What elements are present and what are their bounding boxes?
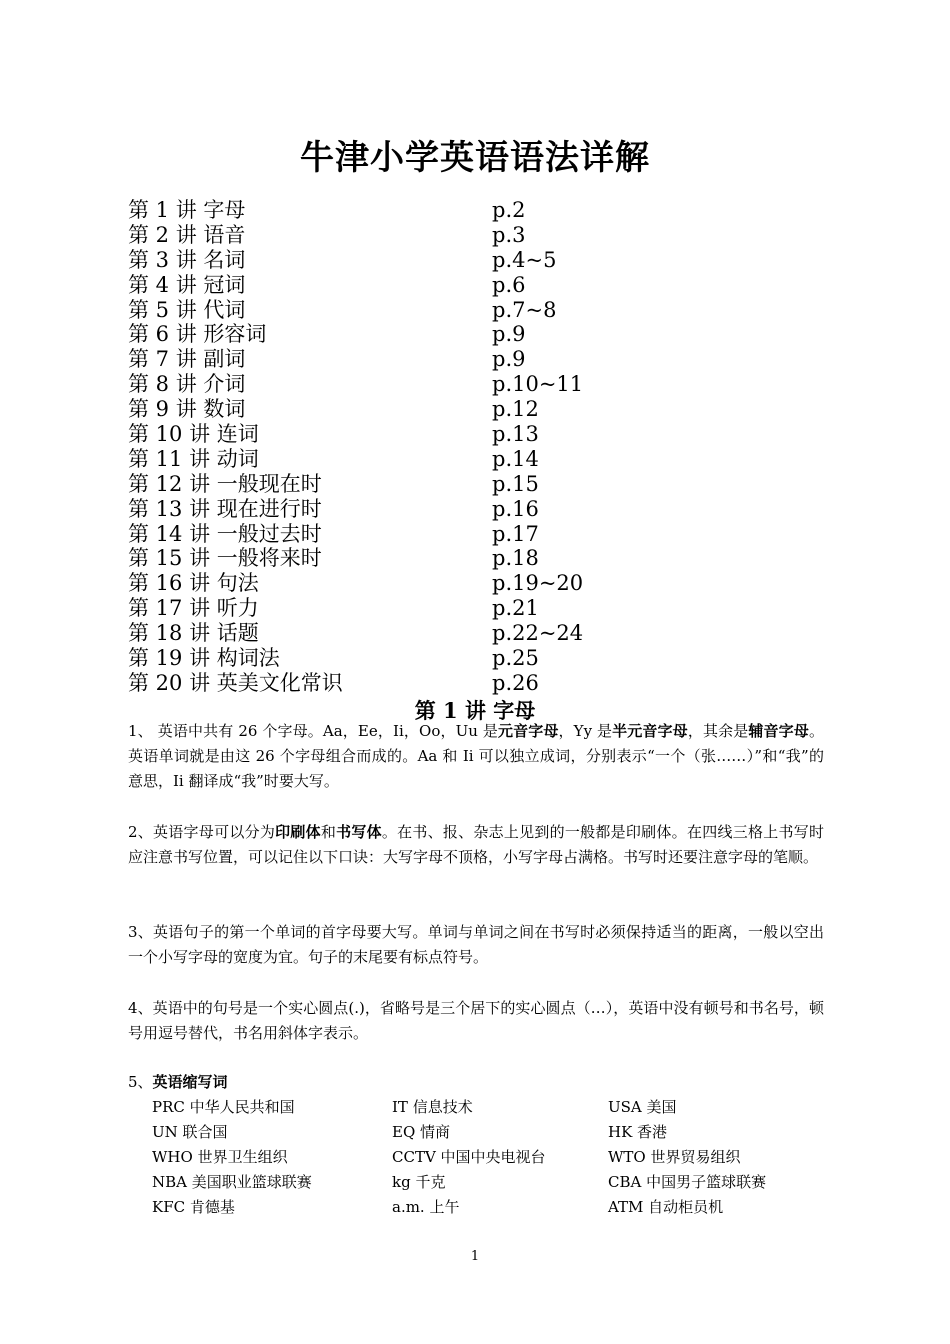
paragraph-text: ，其余是	[687, 722, 749, 740]
abbreviation-item: PRC 中华人民共和国	[152, 1098, 295, 1116]
abbreviation-item: WHO 世界卫生组织	[152, 1148, 288, 1166]
abbreviations-table	[152, 1095, 832, 1220]
toc-page: p.4~5	[492, 247, 557, 272]
toc-page: p.6	[492, 272, 526, 297]
toc-chapter: 第 3 讲 名词	[128, 247, 246, 272]
toc-chapter: 第 19 讲 构词法	[128, 646, 280, 671]
page-number: 1	[470, 1249, 480, 1264]
paragraph-4: 4、英语中的句号是一个实心圆点(.)，省略号是三个居下的实心圆点（…），英语中没有顿号和书名号，顿号用逗号替代，书名用斜体字表示。	[128, 999, 824, 1042]
abbreviation-item: USA 美国	[608, 1098, 677, 1116]
paragraph-text: 。英语单词就是由这 26 个字母组合而成的。Aa 和 Ii 可以独立成词，分别表示“一个（张……）”和“我”的意思，Ii 翻译成“我”时要大写。	[128, 722, 824, 790]
abbreviation-item: UN 联合国	[152, 1123, 228, 1141]
toc-page: p.18	[492, 546, 539, 571]
toc-row	[128, 273, 688, 298]
toc-chapter: 第 20 讲 英美文化常识	[128, 670, 343, 695]
toc-page: p.3	[492, 222, 526, 247]
toc-row	[128, 397, 688, 422]
toc-page: p.21	[492, 596, 539, 621]
abbreviation-item: KFC 肯德基	[152, 1198, 235, 1216]
toc-row	[128, 447, 688, 472]
toc-row	[128, 322, 688, 347]
abbreviation-item: kg 千克	[392, 1173, 446, 1191]
paragraph-text: 。在书、报、杂志上见到的一般都是印刷体。在四线三格上书写时应注意书写位置，可以记住以下口诀：大写字母不顶格，小写字母占满格。书写时还要注意字母的笔顺。	[128, 823, 824, 866]
toc-page: p.26	[492, 670, 539, 695]
abbreviation-item: a.m. 上午	[392, 1198, 460, 1216]
table-of-contents	[128, 198, 688, 696]
toc-row	[128, 621, 688, 646]
toc-chapter: 第 6 讲 形容词	[128, 322, 267, 347]
abbreviation-item: WTO 世界贸易组织	[608, 1148, 741, 1166]
toc-chapter: 第 8 讲 介词	[128, 372, 246, 397]
paragraph-text: 和	[320, 823, 337, 841]
abbreviations-heading: 英语缩写词	[152, 1073, 228, 1091]
toc-page: p.13	[492, 422, 539, 447]
toc-page: p.9	[492, 322, 526, 347]
toc-chapter: 第 18 讲 话题	[128, 621, 259, 646]
toc-row	[128, 596, 688, 621]
toc-page: p.14	[492, 446, 539, 471]
bold-term: 书写体	[336, 823, 382, 841]
toc-row	[128, 571, 688, 596]
toc-row	[128, 522, 688, 547]
abbreviation-row	[152, 1095, 832, 1120]
toc-chapter: 第 13 讲 现在进行时	[128, 496, 322, 521]
abbreviation-item: CCTV 中国中央电视台	[392, 1148, 546, 1166]
toc-page: p.16	[492, 496, 539, 521]
toc-page: p.15	[492, 471, 539, 496]
toc-row	[128, 422, 688, 447]
toc-page: p.25	[492, 646, 539, 671]
paragraph-1	[128, 719, 824, 794]
document-title: 牛津小学英语语法详解	[300, 138, 650, 178]
paragraph-text: ，Yy 是	[558, 722, 613, 740]
abbreviation-item: NBA 美国职业篮球联赛	[152, 1173, 312, 1191]
toc-chapter: 第 11 讲 动词	[128, 446, 259, 471]
abbreviation-item: ATM 自动柜员机	[608, 1198, 724, 1216]
paragraph-text: 2、英语字母可以分为	[128, 823, 276, 841]
bold-term: 辅音字母	[748, 722, 809, 740]
abbreviations-title	[128, 1070, 228, 1095]
toc-row	[128, 347, 688, 372]
toc-chapter: 第 15 讲 一般将来时	[128, 546, 322, 571]
bold-term: 半元音字母	[612, 722, 688, 740]
toc-page: p.17	[492, 521, 539, 546]
toc-page: p.7~8	[492, 297, 557, 322]
toc-page: p.19~20	[492, 571, 584, 596]
toc-chapter: 第 5 讲 代词	[128, 297, 246, 322]
toc-chapter: 第 12 讲 一般现在时	[128, 471, 322, 496]
paragraph-2	[128, 820, 824, 870]
toc-chapter: 第 7 讲 副词	[128, 347, 246, 372]
toc-chapter: 第 1 讲 字母	[128, 198, 246, 222]
paragraph-text: 1、 英语中共有 26 个字母。Aa，Ee，Ii，Oo，Uu 是	[128, 722, 498, 740]
section-heading: 第 1 讲 字母	[414, 698, 536, 723]
toc-chapter: 第 14 讲 一般过去时	[128, 521, 322, 546]
bold-term: 元音字母	[497, 722, 559, 740]
abbreviations-number: 5、	[128, 1073, 153, 1091]
toc-row	[128, 223, 688, 248]
toc-chapter: 第 16 讲 句法	[128, 571, 259, 596]
abbreviation-item: EQ 情商	[392, 1123, 451, 1141]
abbreviation-row	[152, 1145, 832, 1170]
abbreviation-row	[152, 1170, 832, 1195]
abbreviation-row	[152, 1120, 832, 1145]
abbreviation-item: IT 信息技术	[392, 1098, 473, 1116]
toc-chapter: 第 2 讲 语音	[128, 222, 246, 247]
abbreviation-row	[152, 1195, 832, 1220]
toc-page: p.10~11	[492, 372, 584, 397]
bold-term: 印刷体	[275, 823, 321, 841]
toc-chapter: 第 10 讲 连词	[128, 422, 259, 447]
toc-page: p.2	[492, 198, 526, 222]
toc-row	[128, 472, 688, 497]
toc-chapter: 第 17 讲 听力	[128, 596, 259, 621]
toc-row	[128, 298, 688, 323]
toc-row	[128, 497, 688, 522]
abbreviation-item: HK 香港	[608, 1123, 668, 1141]
toc-row	[128, 546, 688, 571]
paragraph-3: 3、英语句子的第一个单词的首字母要大写。单词与单词之间在书写时必须保持适当的距离，一般以空出一个小写字母的宽度为宜。句子的末尾要有标点符号。	[128, 923, 824, 966]
abbreviation-item: CBA 中国男子篮球联赛	[608, 1173, 767, 1191]
toc-row	[128, 198, 688, 223]
toc-row	[128, 372, 688, 397]
toc-page: p.12	[492, 397, 539, 422]
toc-row	[128, 248, 688, 273]
toc-row	[128, 671, 688, 696]
toc-chapter: 第 4 讲 冠词	[128, 272, 246, 297]
toc-row	[128, 646, 688, 671]
toc-page: p.9	[492, 347, 526, 372]
toc-page: p.22~24	[492, 621, 584, 646]
toc-chapter: 第 9 讲 数词	[128, 397, 246, 422]
